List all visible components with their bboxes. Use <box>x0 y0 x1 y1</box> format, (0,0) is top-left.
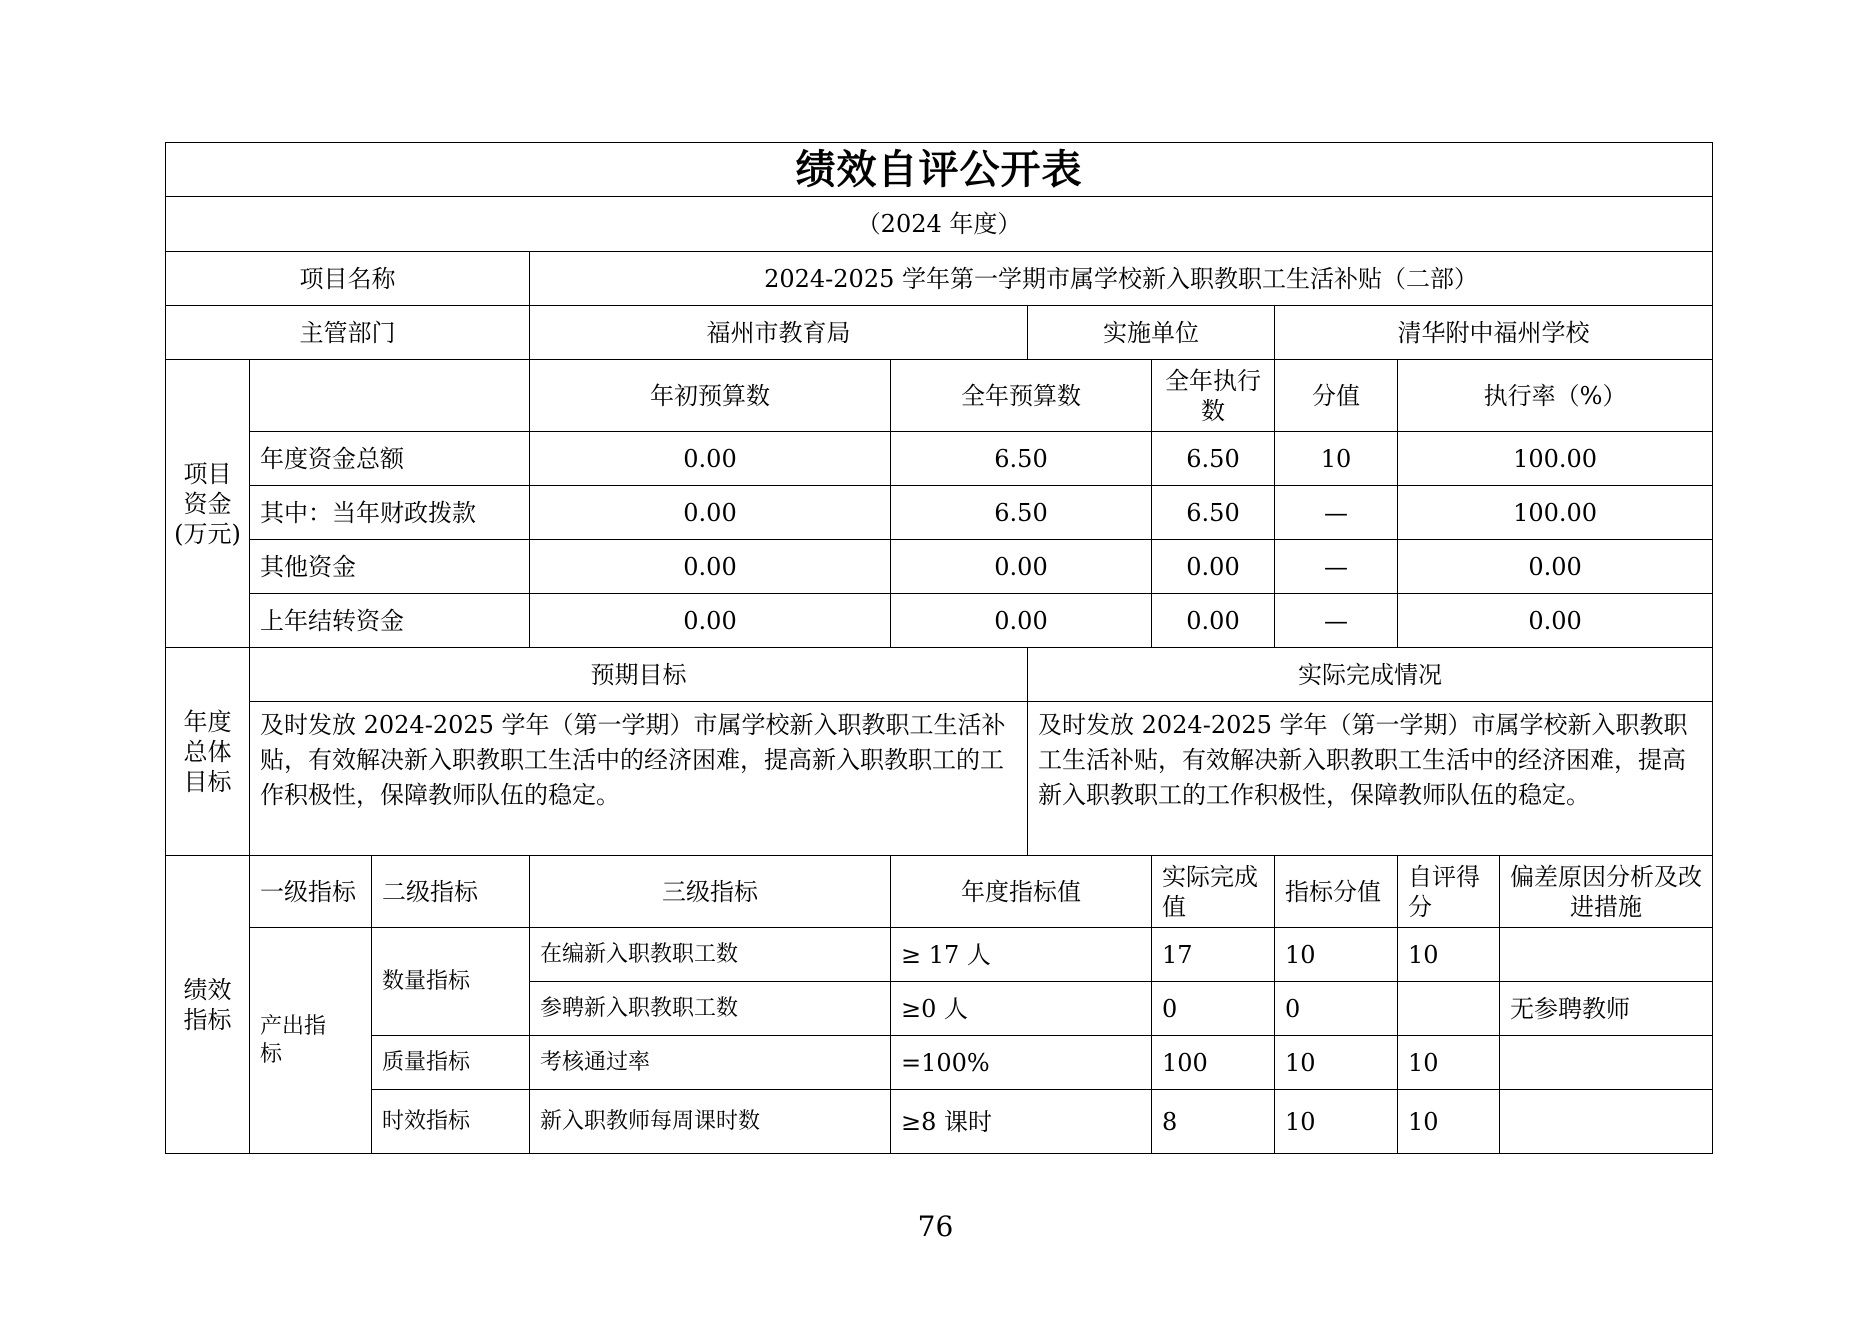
table-row <box>166 928 1713 982</box>
fund-rate: 100.00 <box>1398 432 1713 486</box>
actual-result-text: 及时发放 2024-2025 学年（第一学期）市属学校新入职教职工生活补贴，有效解决新入职教职工生活中的经济困难，提高新入职教职工的工作积极性，保障教师队伍的稳定。 <box>1028 702 1713 856</box>
table-row <box>166 432 1713 486</box>
fund-rate: 100.00 <box>1398 486 1713 540</box>
indicator-level2-quality: 质量指标 <box>372 1036 530 1090</box>
indicator-target: =100% <box>891 1036 1152 1090</box>
fund-annual: 6.50 <box>891 486 1152 540</box>
indicator-header-weight: 指标分值 <box>1275 856 1398 928</box>
actual-result-label: 实际完成情况 <box>1028 648 1713 702</box>
fund-weight: — <box>1275 594 1398 648</box>
indicator-target: ≥8 课时 <box>891 1090 1152 1154</box>
funds-section-label: 项目资金(万元) <box>166 360 250 648</box>
indicator-level1: 产出指标 <box>250 928 372 1154</box>
indicator-note <box>1500 1036 1713 1090</box>
indicator-note: 无参聘教师 <box>1500 982 1713 1036</box>
indicator-actual: 100 <box>1152 1036 1275 1090</box>
indicator-name: 考核通过率 <box>530 1036 891 1090</box>
indicator-header-level2: 二级指标 <box>372 856 530 928</box>
indicator-target: ≥0 人 <box>891 982 1152 1036</box>
fund-annual: 0.00 <box>891 594 1152 648</box>
page-number: 76 <box>917 1210 954 1243</box>
project-name-label: 项目名称 <box>166 252 530 306</box>
unit-label: 实施单位 <box>1028 306 1275 360</box>
funds-header-rate: 执行率（%） <box>1398 360 1713 432</box>
table-row <box>166 1036 1713 1090</box>
fund-row-label: 其他资金 <box>250 540 530 594</box>
funds-header-weight: 分值 <box>1275 360 1398 432</box>
indicator-header-level1: 一级指标 <box>250 856 372 928</box>
indicator-level2-timeliness: 时效指标 <box>372 1090 530 1154</box>
project-name-value: 2024-2025 学年第一学期市属学校新入职教职工生活补贴（二部） <box>530 252 1713 306</box>
fund-executed: 0.00 <box>1152 540 1275 594</box>
indicator-weight: 10 <box>1275 1090 1398 1154</box>
indicator-header-target: 年度指标值 <box>891 856 1152 928</box>
fund-annual: 0.00 <box>891 540 1152 594</box>
indicators-section-label: 绩效指标 <box>166 856 250 1154</box>
indicator-score: 10 <box>1398 1036 1500 1090</box>
fund-weight: — <box>1275 540 1398 594</box>
indicator-weight: 10 <box>1275 928 1398 982</box>
indicator-actual: 8 <box>1152 1090 1275 1154</box>
fund-annual: 6.50 <box>891 432 1152 486</box>
table-row <box>166 594 1713 648</box>
fund-rate: 0.00 <box>1398 594 1713 648</box>
fund-row-label: 其中：当年财政拨款 <box>250 486 530 540</box>
indicator-note <box>1500 928 1713 982</box>
fund-initial: 0.00 <box>530 540 891 594</box>
indicator-weight: 0 <box>1275 982 1398 1036</box>
expected-goal-label: 预期目标 <box>250 648 1028 702</box>
unit-value: 清华附中福州学校 <box>1275 306 1713 360</box>
indicator-target: ≥ 17 人 <box>891 928 1152 982</box>
indicator-header-level3: 三级指标 <box>530 856 891 928</box>
funds-header-blank <box>250 360 530 432</box>
table-row <box>166 540 1713 594</box>
fund-executed: 6.50 <box>1152 432 1275 486</box>
indicator-name: 参聘新入职教职工数 <box>530 982 891 1036</box>
indicator-score <box>1398 982 1500 1036</box>
dept-value: 福州市教育局 <box>530 306 1028 360</box>
indicator-header-score: 自评得分 <box>1398 856 1500 928</box>
indicator-header-actual: 实际完成值 <box>1152 856 1275 928</box>
fund-initial: 0.00 <box>530 486 891 540</box>
funds-header-annual: 全年预算数 <box>891 360 1152 432</box>
indicator-weight: 10 <box>1275 1036 1398 1090</box>
indicator-actual: 17 <box>1152 928 1275 982</box>
indicator-name: 在编新入职教职工数 <box>530 928 891 982</box>
goals-section-label: 年度总体目标 <box>166 648 250 856</box>
table-row <box>166 486 1713 540</box>
indicator-header-note: 偏差原因分析及改进措施 <box>1500 856 1713 928</box>
indicator-score: 10 <box>1398 928 1500 982</box>
fund-row-label: 年度资金总额 <box>250 432 530 486</box>
performance-table <box>165 142 1713 1154</box>
table-row <box>166 1090 1713 1154</box>
fund-executed: 0.00 <box>1152 594 1275 648</box>
table-title: 绩效自评公开表 <box>166 143 1713 197</box>
dept-label: 主管部门 <box>166 306 530 360</box>
indicator-score: 10 <box>1398 1090 1500 1154</box>
report-year: （2024 年度） <box>166 197 1713 252</box>
fund-initial: 0.00 <box>530 594 891 648</box>
indicator-note <box>1500 1090 1713 1154</box>
indicator-actual: 0 <box>1152 982 1275 1036</box>
fund-rate: 0.00 <box>1398 540 1713 594</box>
indicator-level2-quantity: 数量指标 <box>372 928 530 1036</box>
expected-goal-text: 及时发放 2024-2025 学年（第一学期）市属学校新入职教职工生活补贴，有效解决新入职教职工生活中的经济困难，提高新入职教职工的工作积极性，保障教师队伍的稳定。 <box>250 702 1028 856</box>
fund-executed: 6.50 <box>1152 486 1275 540</box>
fund-weight: — <box>1275 486 1398 540</box>
funds-header-executed: 全年执行数 <box>1152 360 1275 432</box>
funds-header-initial: 年初预算数 <box>530 360 891 432</box>
fund-weight: 10 <box>1275 432 1398 486</box>
indicator-name: 新入职教师每周课时数 <box>530 1090 891 1154</box>
fund-row-label: 上年结转资金 <box>250 594 530 648</box>
fund-initial: 0.00 <box>530 432 891 486</box>
